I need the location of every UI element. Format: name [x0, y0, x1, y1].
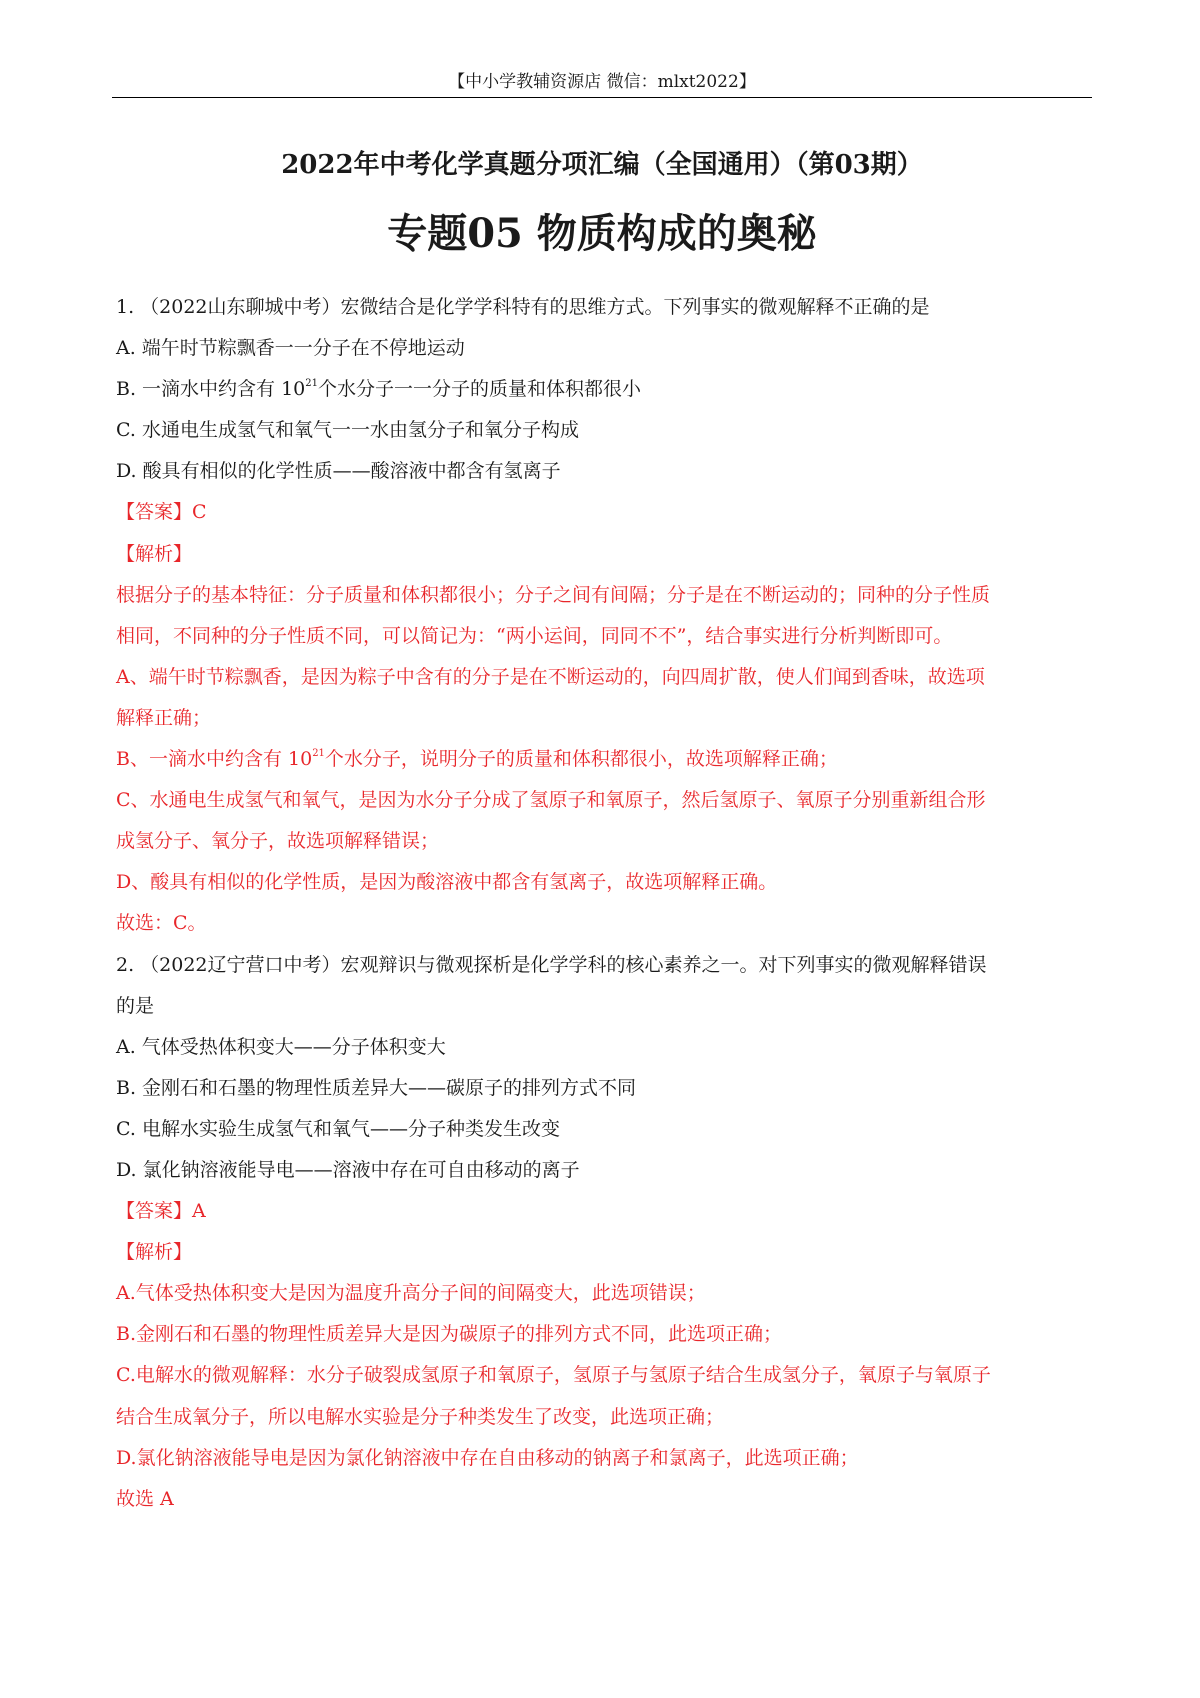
exponent: 21	[305, 378, 318, 390]
question-2-option-a: A. 气体受热体积变大——分子体积变大	[116, 1035, 446, 1058]
question-2-option-b: B. 金刚石和石墨的物理性质差异大——碳原子的排列方式不同	[116, 1076, 637, 1099]
question-1-analysis-label: 【解析】	[116, 542, 193, 565]
question-1-analysis-intro-line-2: 相同，不同种的分子性质不同，可以简记为：“两小运间，同同不不”，结合事实进行分析判断即可。	[116, 624, 953, 647]
document-title: 2022年中考化学真题分项汇编（全国通用）（第03期）	[281, 150, 923, 180]
question-2-conclusion: 故选 A	[116, 1487, 174, 1510]
question-1-analysis-b-text: B、一滴水中约含有 10	[116, 748, 313, 771]
question-1-conclusion: 故选：C。	[116, 912, 207, 935]
question-1-analysis-a-line-2: 解释正确；	[116, 706, 212, 729]
question-1-option-b-text-end: 个水分子一一分子的质量和体积都很小	[318, 378, 642, 401]
question-2-answer: 【答案】A	[116, 1200, 206, 1223]
question-1-analysis-intro-line-1: 根据分子的基本特征：分子质量和体积都很小；分子之间有间隔；分子是在不断运动的；同种的分子性质	[116, 583, 991, 606]
question-2-analysis-b: B.金刚石和石墨的物理性质差异大是因为碳原子的排列方式不同，此选项正确；	[116, 1323, 783, 1346]
document-body	[116, 287, 1090, 1520]
question-1-analysis-b	[116, 739, 1090, 780]
question-2-stem-line-2: 的是	[116, 994, 155, 1017]
question-1-analysis-c-line-1: C、水通电生成氢气和氧气，是因为水分子分成了氢原子和氧原子，然后氢原子、氧原子分别重新组合形	[116, 789, 986, 812]
page-header: 【中小学教辅资源店 微信：mlxt2022】	[448, 72, 756, 92]
question-1-option-a: A. 端午时节粽飘香一一分子在不停地运动	[116, 337, 465, 360]
document-subtitle: 专题05 物质构成的奥秘	[387, 210, 817, 257]
question-1-analysis-a-line-1: A、端午时节粽飘香，是因为粽子中含有的分子是在不断运动的，向四周扩散，使人们闻到香味，故选项	[116, 665, 985, 688]
question-2-analysis-c-line-1: C.电解水的微观解释：水分子破裂成氢原子和氧原子，氢原子与氢原子结合生成氢分子，氧原子与氧原子	[116, 1364, 991, 1387]
question-2-analysis-c-line-2: 结合生成氧分子，所以电解水实验是分子种类发生了改变，此选项正确；	[116, 1405, 725, 1428]
header-divider	[112, 97, 1092, 98]
question-1-option-b-text: B. 一滴水中约含有 10	[116, 378, 306, 401]
question-2-analysis-d: D.氯化钠溶液能导电是因为氯化钠溶液中存在自由移动的钠离子和氯离子，此选项正确；	[116, 1446, 859, 1469]
question-1-option-b	[116, 369, 1090, 410]
question-2-analysis-a: A.气体受热体积变大是因为温度升高分子间的间隔变大，此选项错误；	[116, 1282, 706, 1305]
question-1-stem: 1. （2022山东聊城中考）宏微结合是化学学科特有的思维方式。下列事实的微观解释不正确的是	[116, 296, 930, 318]
question-2-stem-line-1: 2. （2022辽宁营口中考）宏观辩识与微观探析是化学学科的核心素养之一。对下列事实的微观解释错误	[116, 953, 987, 976]
question-2-option-c: C. 电解水实验生成氢气和氧气——分子种类发生改变	[116, 1117, 560, 1140]
question-1-answer: 【答案】C	[116, 501, 207, 524]
question-1-analysis-c-line-2: 成氢分子、氧分子，故选项解释错误；	[116, 830, 440, 853]
question-1-analysis-b-text-end: 个水分子，说明分子的质量和体积都很小，故选项解释正确；	[324, 748, 838, 771]
question-1-option-d: D. 酸具有相似的化学性质——酸溶液中都含有氢离子	[116, 460, 561, 483]
question-1-option-c: C. 水通电生成氢气和氧气一一水由氢分子和氧分子构成	[116, 419, 579, 442]
question-1-analysis-d: D、酸具有相似的化学性质，是因为酸溶液中都含有氢离子，故选项解释正确。	[116, 871, 778, 894]
question-2-analysis-label: 【解析】	[116, 1241, 193, 1264]
exponent: 21	[312, 748, 325, 760]
question-2-option-d: D. 氯化钠溶液能导电——溶液中存在可自由移动的离子	[116, 1158, 580, 1181]
